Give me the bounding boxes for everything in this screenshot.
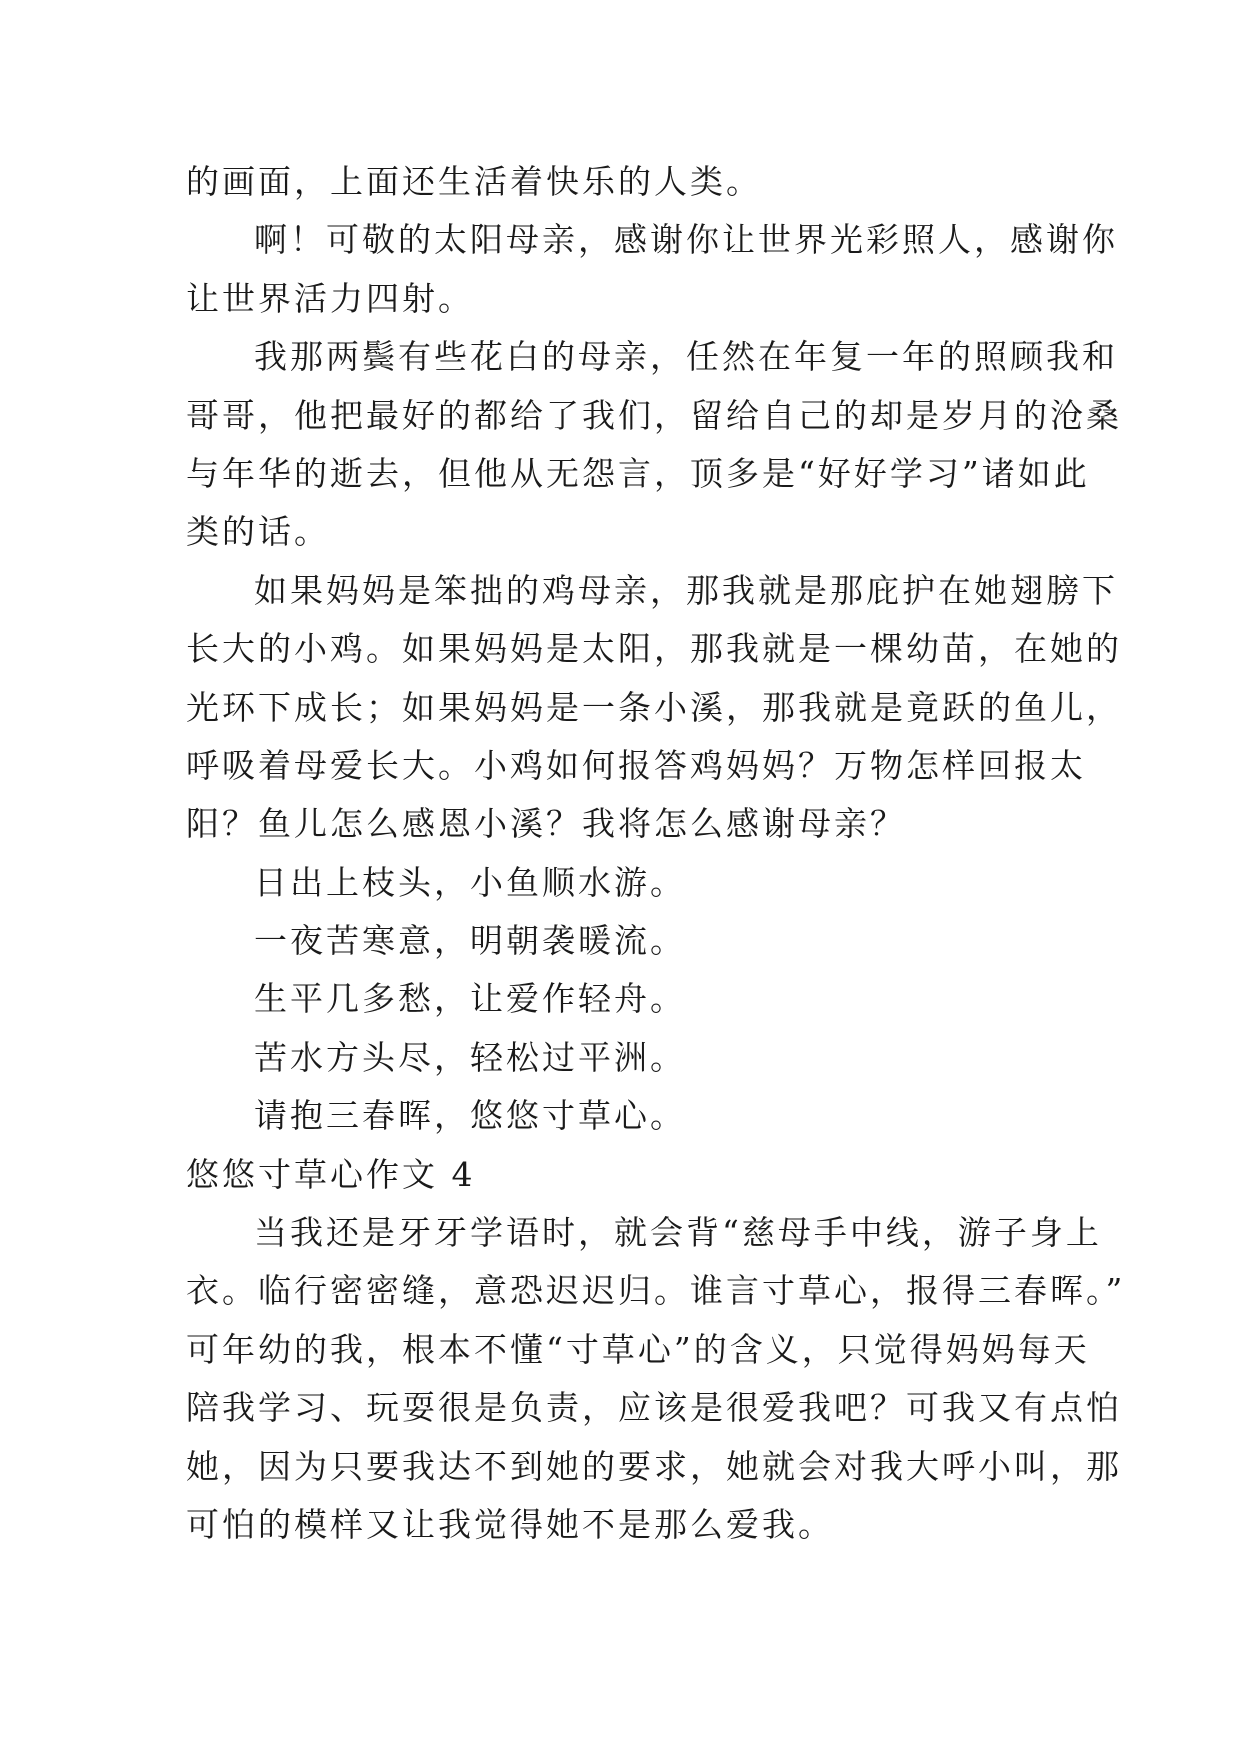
essay-text bbox=[186, 153, 1126, 1554]
paragraph-line: 让世界活力四射。 bbox=[186, 278, 474, 318]
section-heading: 悠悠寸草心作文 4 bbox=[186, 1154, 476, 1194]
paragraph-line: 陪我学习、玩耍很是负责，应该是很爱我吧？可我又有点怕 bbox=[186, 1388, 1122, 1428]
paragraph-line: 与年华的逝去，但他从无怨言，顶多是“好好学习”诸如此 bbox=[186, 453, 1090, 493]
paragraph-line: 她，因为只要我达不到她的要求，她就会对我大呼小叫，那 bbox=[186, 1446, 1122, 1486]
poem-line: 请抱三春晖，悠悠寸草心。 bbox=[254, 1096, 686, 1136]
paragraph-line: 可年幼的我，根本不懂“寸草心”的含义，只觉得妈妈每天 bbox=[186, 1329, 1090, 1369]
paragraph-line: 哥哥，他把最好的都给了我们，留给自己的却是岁月的沧桑 bbox=[186, 395, 1122, 435]
paragraph-line: 类的话。 bbox=[186, 512, 330, 552]
paragraph-line: 长大的小鸡。如果妈妈是太阳，那我就是一棵幼苗，在她的 bbox=[186, 629, 1122, 669]
paragraph-line: 阳？鱼儿怎么感恩小溪？我将怎么感谢母亲？ bbox=[186, 804, 906, 844]
paragraph-line: 光环下成长；如果妈妈是一条小溪，那我就是竟跃的鱼儿， bbox=[186, 687, 1122, 727]
paragraph-line: 可怕的模样又让我觉得她不是那么爱我。 bbox=[186, 1504, 834, 1544]
paragraph-line: 当我还是牙牙学语时，就会背“慈母手中线，游子身上 bbox=[254, 1213, 1102, 1253]
poem-line: 一夜苦寒意，明朝袭暖流。 bbox=[254, 921, 686, 961]
paragraph-line: 如果妈妈是笨拙的鸡母亲，那我就是那庇护在她翅膀下 bbox=[254, 570, 1118, 610]
poem-line: 生平几多愁，让爱作轻舟。 bbox=[254, 979, 686, 1019]
poem-line: 苦水方头尽，轻松过平洲。 bbox=[254, 1037, 686, 1077]
paragraph-line: 的画面，上面还生活着快乐的人类。 bbox=[186, 162, 762, 201]
paragraph-line: 啊！可敬的太阳母亲，感谢你让世界光彩照人，感谢你 bbox=[254, 220, 1118, 260]
poem-line: 日出上枝头，小鱼顺水游。 bbox=[254, 862, 686, 902]
paragraph-line: 衣。临行密密缝，意恐迟迟归。谁言寸草心，报得三春晖。” bbox=[186, 1271, 1126, 1311]
paragraph-line: 我那两鬓有些花白的母亲，任然在年复一年的照顾我和 bbox=[254, 337, 1118, 377]
paragraph-line: 呼吸着母爱长大。小鸡如何报答鸡妈妈？万物怎样回报太 bbox=[186, 745, 1086, 785]
